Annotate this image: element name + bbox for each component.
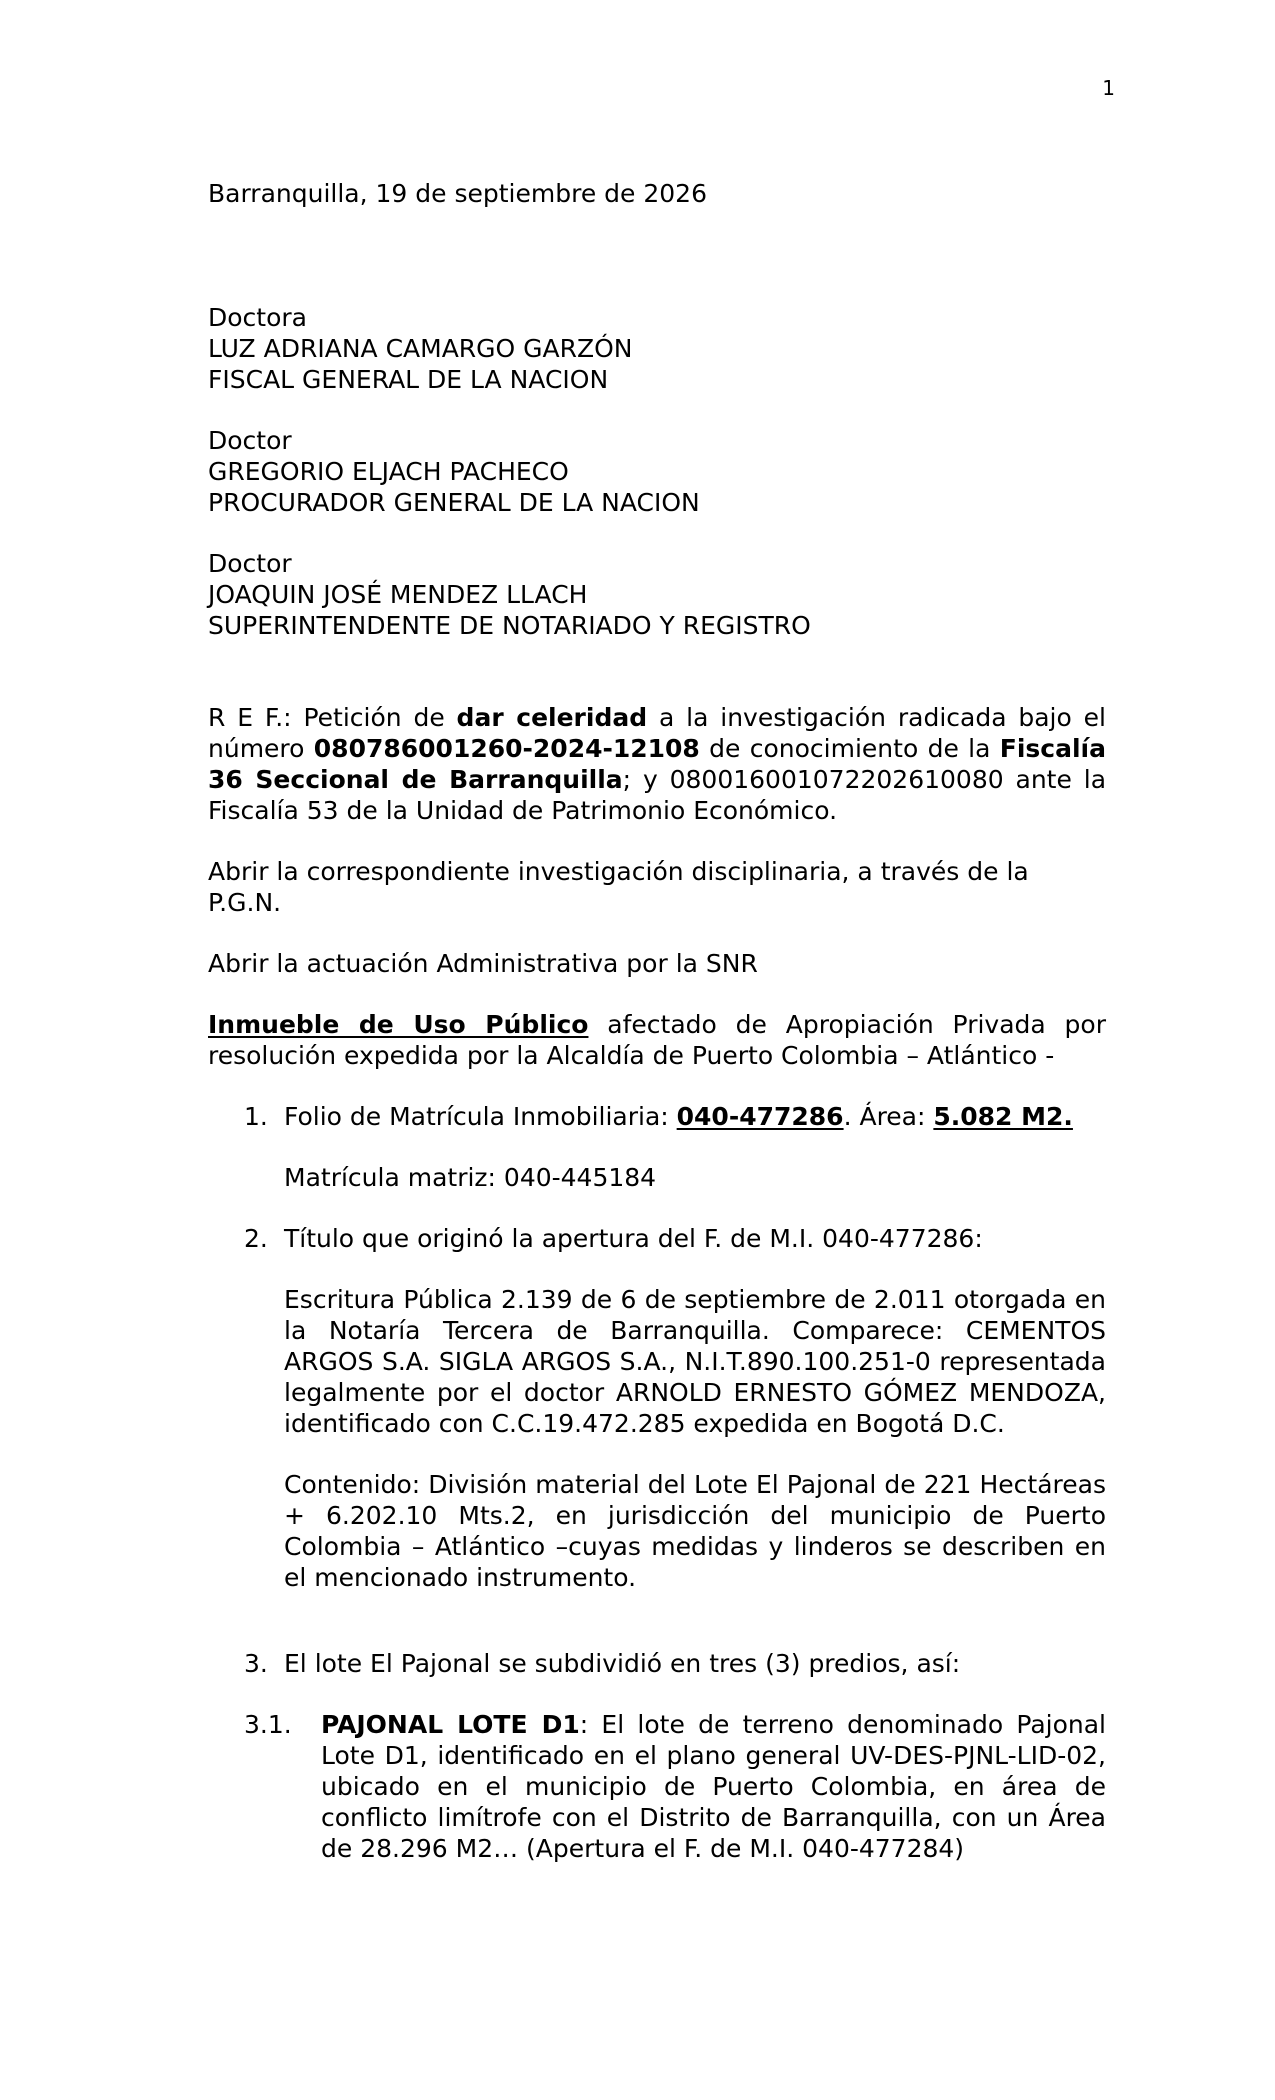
list-number: 1. (244, 1102, 268, 1131)
property-heading: Inmueble de Uso Público (208, 1010, 589, 1039)
pajonal-d1-text: : El lote de terreno denominado Pajonal Lote D1, identificado en el plano general UV-DES-PJNL-LID-02, ubicado en el municipio de Puerto Colombia, en área de conflicto limítrofe con el Distrito de Barranquilla, con un Área de 28.296 M2… (Apertura el F. de M.I. 040-477284) (321, 1710, 1107, 1863)
addressee-procurador (208, 425, 1106, 518)
addressee-name: JOAQUIN JOSÉ MENDEZ LLACH (208, 580, 588, 609)
area-value: 5.082 M2. (933, 1102, 1073, 1131)
folio-line (284, 1101, 1106, 1132)
matriz-line: Matrícula matriz: 040-445184 (284, 1163, 657, 1192)
ref-text-3: de conocimiento de la (699, 734, 1000, 763)
ref-bold-celeridad: dar celeridad (456, 703, 648, 732)
list-item-3 (208, 1648, 1106, 1679)
contenido-paragraph: Contenido: División material del Lote El Pajonal de 221 Hectáreas + 6.202.10 Mts.2, en jurisdicción del municipio de Puerto Colombia – Atlántico –cuyas medidas y linderos se describen en el mencionado instrumento. (284, 1470, 1106, 1592)
ref-bold-radicado: 080786001260-2024-12108 (313, 734, 700, 763)
reference-paragraph (208, 702, 1106, 826)
escritura-paragraph: Escritura Pública 2.139 de 6 de septiembre de 2.011 otorgada en la Notaría Tercera de Barranquilla. Comparece: CEMENTOS ARGOS S.A. SIGLA ARGOS S.A., N.I.T.890.100.251-0 representada legalmente por el doctor ARNOLD ERNESTO GÓMEZ MENDOZA, identificado con C.C.19.472.285 expedida en Bogotá D.C. (284, 1285, 1106, 1438)
list-item-3-1 (208, 1709, 1106, 1864)
snr-paragraph: Abrir la actuación Administrativa por la SNR (208, 949, 758, 978)
ref-text-4: ; y 080016001072202610080 ante la Fiscalía 53 de la Unidad de Patrimonio Económico. (208, 765, 1107, 825)
addressee-fiscal (208, 302, 1106, 395)
area-label: . Área: (843, 1102, 934, 1131)
list-item-2 (208, 1223, 1106, 1593)
page-number: 1 (1102, 76, 1115, 100)
addressee-role: FISCAL GENERAL DE LA NACION (208, 365, 609, 394)
ref-text-2: a la investigación radicada bajo el número (208, 703, 1106, 763)
addressee-role: PROCURADOR GENERAL DE LA NACION (208, 488, 700, 517)
list-number: 3. (244, 1649, 268, 1678)
addressee-title: Doctor (208, 426, 292, 455)
pajonal-d1-paragraph (321, 1709, 1106, 1864)
property-paragraph (208, 1009, 1106, 1071)
addressee-name: LUZ ADRIANA CAMARGO GARZÓN (208, 334, 633, 363)
property-text: afectado de Apropiación Privada por resolución expedida por la Alcaldía de Puerto Colombia – Atlántico - (208, 1010, 1106, 1070)
list-number: 2. (244, 1224, 268, 1253)
letter-body (208, 178, 1106, 1864)
ref-text-1: R E F.: Petición de (208, 703, 457, 732)
folio-label: Folio de Matrícula Inmobiliaria: (284, 1102, 677, 1131)
pajonal-d1-title: PAJONAL LOTE D1 (321, 1710, 580, 1739)
addressee-title: Doctora (208, 303, 307, 332)
ref-bold-fiscalia: Fiscalía 36 Seccional de Barranquilla (208, 734, 1106, 794)
addressee-name: GREGORIO ELJACH PACHECO (208, 457, 569, 486)
titulo-line: Título que originó la apertura del F. de M.I. 040-477286: (284, 1224, 983, 1253)
subdivision-line: El lote El Pajonal se subdividió en tres (3) predios, así: (284, 1649, 961, 1678)
addressee-superintendente (208, 548, 1106, 641)
list-item-1 (208, 1101, 1106, 1193)
pgn-paragraph: Abrir la correspondiente investigación disciplinaria, a través de la P.G.N. (208, 857, 1029, 917)
list-number: 3.1. (244, 1710, 292, 1739)
addressee-title: Doctor (208, 549, 292, 578)
addressee-role: SUPERINTENDENTE DE NOTARIADO Y REGISTRO (208, 611, 811, 640)
date-line: Barranquilla, 19 de septiembre de 2026 (208, 179, 707, 208)
folio-number: 040-477286 (676, 1102, 844, 1131)
